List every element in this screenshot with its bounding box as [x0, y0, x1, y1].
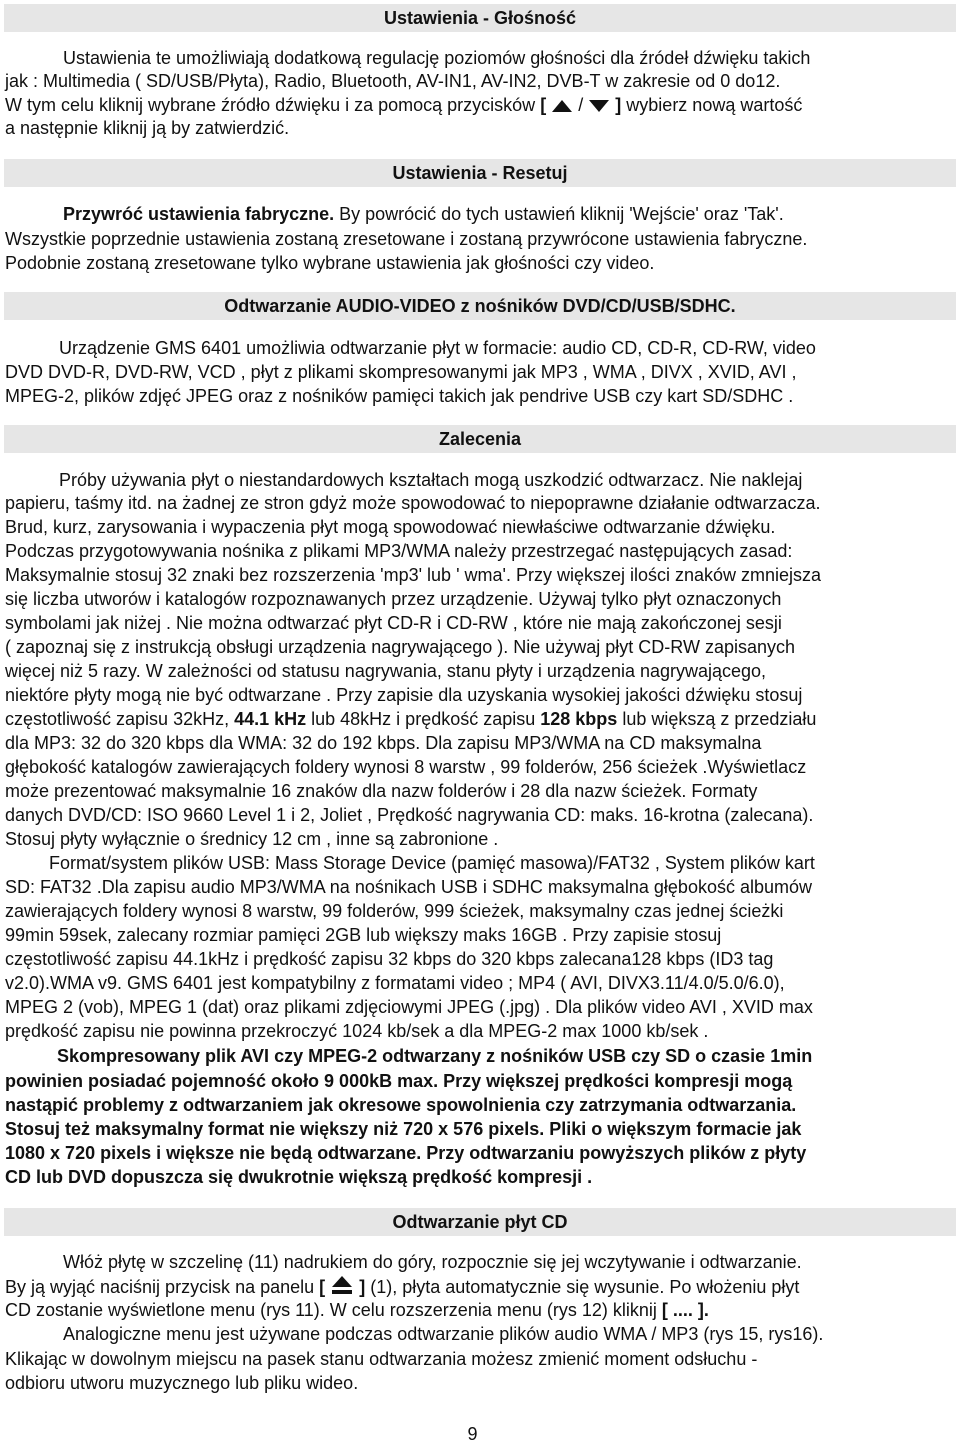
paragraph-line: v2.0).WMA v9. GMS 6401 jest kompatybilny z formatami video ; MP4 ( AVI, DIVX3.11/4.0/5.0/6.0),	[5, 973, 785, 993]
section-header-reset	[4, 159, 956, 187]
paragraph-line: więcej niż 5 razy. W zależności od statusu nagrywania, stanu płyty i urządzenia nagrywającego,	[5, 661, 767, 681]
section-title: Ustawienia - Resetuj	[392, 162, 568, 183]
paragraph-line: ( zapoznaj się z instrukcją obsługi urządzenia nagrywającego ). Nie używaj płyt CD-RW zapisanych	[5, 637, 796, 657]
paragraph-line: By ją wyjąć naciśnij przycisk na panelu [ ] (1), płyta automatycznie się wysunie. Po włożeniu płyt	[5, 1277, 800, 1297]
paragraph-line: Format/system plików USB: Mass Storage Device (pamięć masowa)/FAT32 , System plików kart	[49, 853, 815, 873]
bold-paragraph-line: 1080 x 720 pixels i większe nie będą odtwarzane. Przy odtwarzaniu powyższych plików z płyty	[5, 1143, 807, 1163]
paragraph-line: danych DVD/CD: ISO 9660 Level 1 i 2, Joliet , Prędkość nagrywania CD: maks. 16-krotna (zalecana).	[5, 805, 814, 825]
arrow-up-icon	[551, 99, 573, 113]
paragraph-line: Ustawienia te umożliwiają dodatkową regulację poziomów głośności dla źródeł dźwięku takich	[63, 48, 811, 68]
paragraph-line: Podobnie zostaną zresetowane tylko wybrane ustawienia jak głośności czy video.	[5, 253, 655, 273]
paragraph-line: symbolami jak niżej . Nie można odtwarzać płyt CD-R i CD-RW , które nie mają zakończonej sesji	[5, 613, 782, 633]
section-title: Zalecenia	[438, 428, 522, 449]
paragraph-line: dla MP3: 32 do 320 kbps dla WMA: 32 do 192 kbps. Dla zapisu MP3/WMA na CD maksymalna	[5, 733, 762, 753]
paragraph-line: się liczba utworów i katalogów rozpoznawanych przez urządzenie. Używaj tylko płyt oznaczonych	[5, 589, 782, 609]
section-header-volume	[4, 4, 956, 32]
paragraph-line: częstotliwość zapisu 44.1kHz i prędkość zapisu 32 kbps do 320 kbps zalecana128 kbps (ID3 tag	[5, 949, 774, 969]
paragraph-line: odbioru utworu muzycznego lub pliku wideo.	[5, 1373, 359, 1393]
paragraph-line: MPEG 2 (vob), MPEG 1 (dat) oraz plikami zdjęciowymi JPEG (.jpg) . Dla plików video AVI , XVID max	[5, 997, 813, 1017]
bold-paragraph-line: Skompresowany plik AVI czy MPEG-2 odtwarzany z nośników USB czy SD o czasie 1min	[57, 1046, 813, 1066]
paragraph-line: 99min 59sek, zalecany rozmiar pamięci 2GB lub większy maks 16GB . Przy zapisie stosuj	[5, 925, 722, 945]
section-title: Ustawienia - Głośność	[383, 7, 577, 28]
paragraph-line: Analogiczne menu jest używane podczas odtwarzanie plików audio WMA / MP3 (rys 15, rys16).	[63, 1324, 824, 1344]
bold-paragraph-line: powinien posiadać pojemność około 9 000kB max. Przy większej prędkości kompresji mogą	[5, 1071, 793, 1091]
paragraph-line: Podczas przygotowywania nośnika z plikami MP3/WMA należy przestrzegać następujących zasad:	[5, 541, 793, 561]
paragraph-line: Urządzenie GMS 6401 umożliwia odtwarzanie płyt w formacie: audio CD, CD-R, CD-RW, video	[59, 338, 816, 358]
paragraph-line: W tym celu kliknij wybrane źródło dźwięku i za pomocą przycisków [ / ] wybierz nową wartość	[5, 95, 803, 115]
section-header-playback	[4, 292, 956, 320]
eject-icon	[330, 1275, 354, 1295]
paragraph-line: Brud, kurz, zarysowania i wypaczenia płyt mogą spowodować niewłaściwe odtwarzanie dźwięku.	[5, 517, 776, 537]
bold-paragraph-line: CD lub DVD dopuszcza się dwukrotnie większą prędkość kompresji .	[5, 1167, 593, 1187]
section-title: Odtwarzanie AUDIO-VIDEO z nośników DVD/CD/USB/SDHC.	[224, 295, 736, 316]
paragraph-line: niektóre płyty mogą nie być odtwarzane . Przy zapisie dla uzyskania wysokiej jakości dźwięku stosuj	[5, 685, 803, 705]
paragraph-line: a następnie kliknij ją by zatwierdzić.	[5, 118, 290, 138]
paragraph-line: Włóż płytę w szczelinę (11) nadrukiem do góry, rozpocznie się jej wczytywanie i odtwarzanie.	[63, 1252, 802, 1272]
paragraph-line: Próby używania płyt o niestandardowych kształtach mogą uszkodzić odtwarzacz. Nie naklejaj	[59, 470, 803, 490]
paragraph-line: Stosuj płyty wyłącznie o średnicy 12 cm , inne są zabronione .	[5, 829, 499, 849]
bold-paragraph-line: Stosuj też maksymalny format nie większy niż 720 x 576 pixels. Pliki o większym formacie jak	[5, 1119, 802, 1139]
paragraph-line: jak : Multimedia ( SD/USB/Płyta), Radio, Bluetooth, AV-IN1, AV-IN2, DVB-T w zakresie od 0 do12.	[5, 71, 781, 91]
section-title: Odtwarzanie płyt CD	[392, 1211, 568, 1232]
section-header-cd	[4, 1208, 956, 1236]
paragraph-line: głębokość katalogów zawierających foldery wynosi 8 warstw , 99 folderów, 256 ścieżek .Wyświetlacz	[5, 757, 807, 777]
paragraph-line: DVD DVD-R, DVD-RW, VCD , płyt z plikami skompresowanymi jak MP3 , WMA , DIVX , XVID, AVI ,	[5, 362, 797, 382]
paragraph-line: częstotliwość zapisu 32kHz, 44.1 kHz lub 48kHz i prędkość zapisu 128 kbps lub większą z przedziału	[5, 709, 817, 729]
paragraph-line: CD zostanie wyświetlone menu (rys 11). W celu rozszerzenia menu (rys 12) kliknij [ .... ].	[5, 1300, 709, 1320]
paragraph-line: zawierających foldery wynosi 8 warstw, 99 folderów, 999 ścieżek, maksymalny czas jednej ścieżki	[5, 901, 784, 921]
section-header-recommendations	[4, 425, 956, 453]
paragraph-line: papieru, taśmy itd. na żadnej ze stron gdyż może spowodować to niepoprawne działanie odtwarzacza.	[5, 493, 821, 513]
paragraph-line: MPEG-2, plików zdjęć JPEG oraz z nośników pamięci takich jak pendrive USB czy kart SD/SDHC .	[5, 386, 794, 406]
paragraph-line: może prezentować maksymalnie 16 znaków dla nazw folderów i 28 dla nazw ścieżek. Formaty	[5, 781, 758, 801]
paragraph-line: Przywróć ustawienia fabryczne. By powrócić do tych ustawień kliknij 'Wejście' oraz 'Tak'.	[63, 204, 784, 224]
page-number: 9	[467, 1424, 478, 1444]
paragraph-line: prędkość zapisu nie powinna przekroczyć 1024 kb/sek a dla MPEG-2 max 1000 kb/sek .	[5, 1021, 709, 1041]
paragraph-line: SD: FAT32 .Dla zapisu audio MP3/WMA na nośnikach USB i SDHC maksymalna głębokość albumów	[5, 877, 813, 897]
bold-paragraph-line: nastąpić problemy z odtwarzaniem jak okresowe spowolnienia czy zatrzymania odtwarzania.	[5, 1095, 797, 1115]
paragraph-line: Maksymalnie stosuj 32 znaki bez rozszerzenia 'mp3' lub ' wma'. Przy większej ilości znaków zmniejsza	[5, 565, 822, 585]
paragraph-line: Wszystkie poprzednie ustawienia zostaną zresetowane i zostaną przywrócone ustawienia fabryczne.	[5, 229, 808, 249]
paragraph-line: Klikając w dowolnym miejscu na pasek stanu odtwarzania możesz zmienić moment odsłuchu -	[5, 1349, 758, 1369]
arrow-down-icon	[588, 99, 610, 113]
